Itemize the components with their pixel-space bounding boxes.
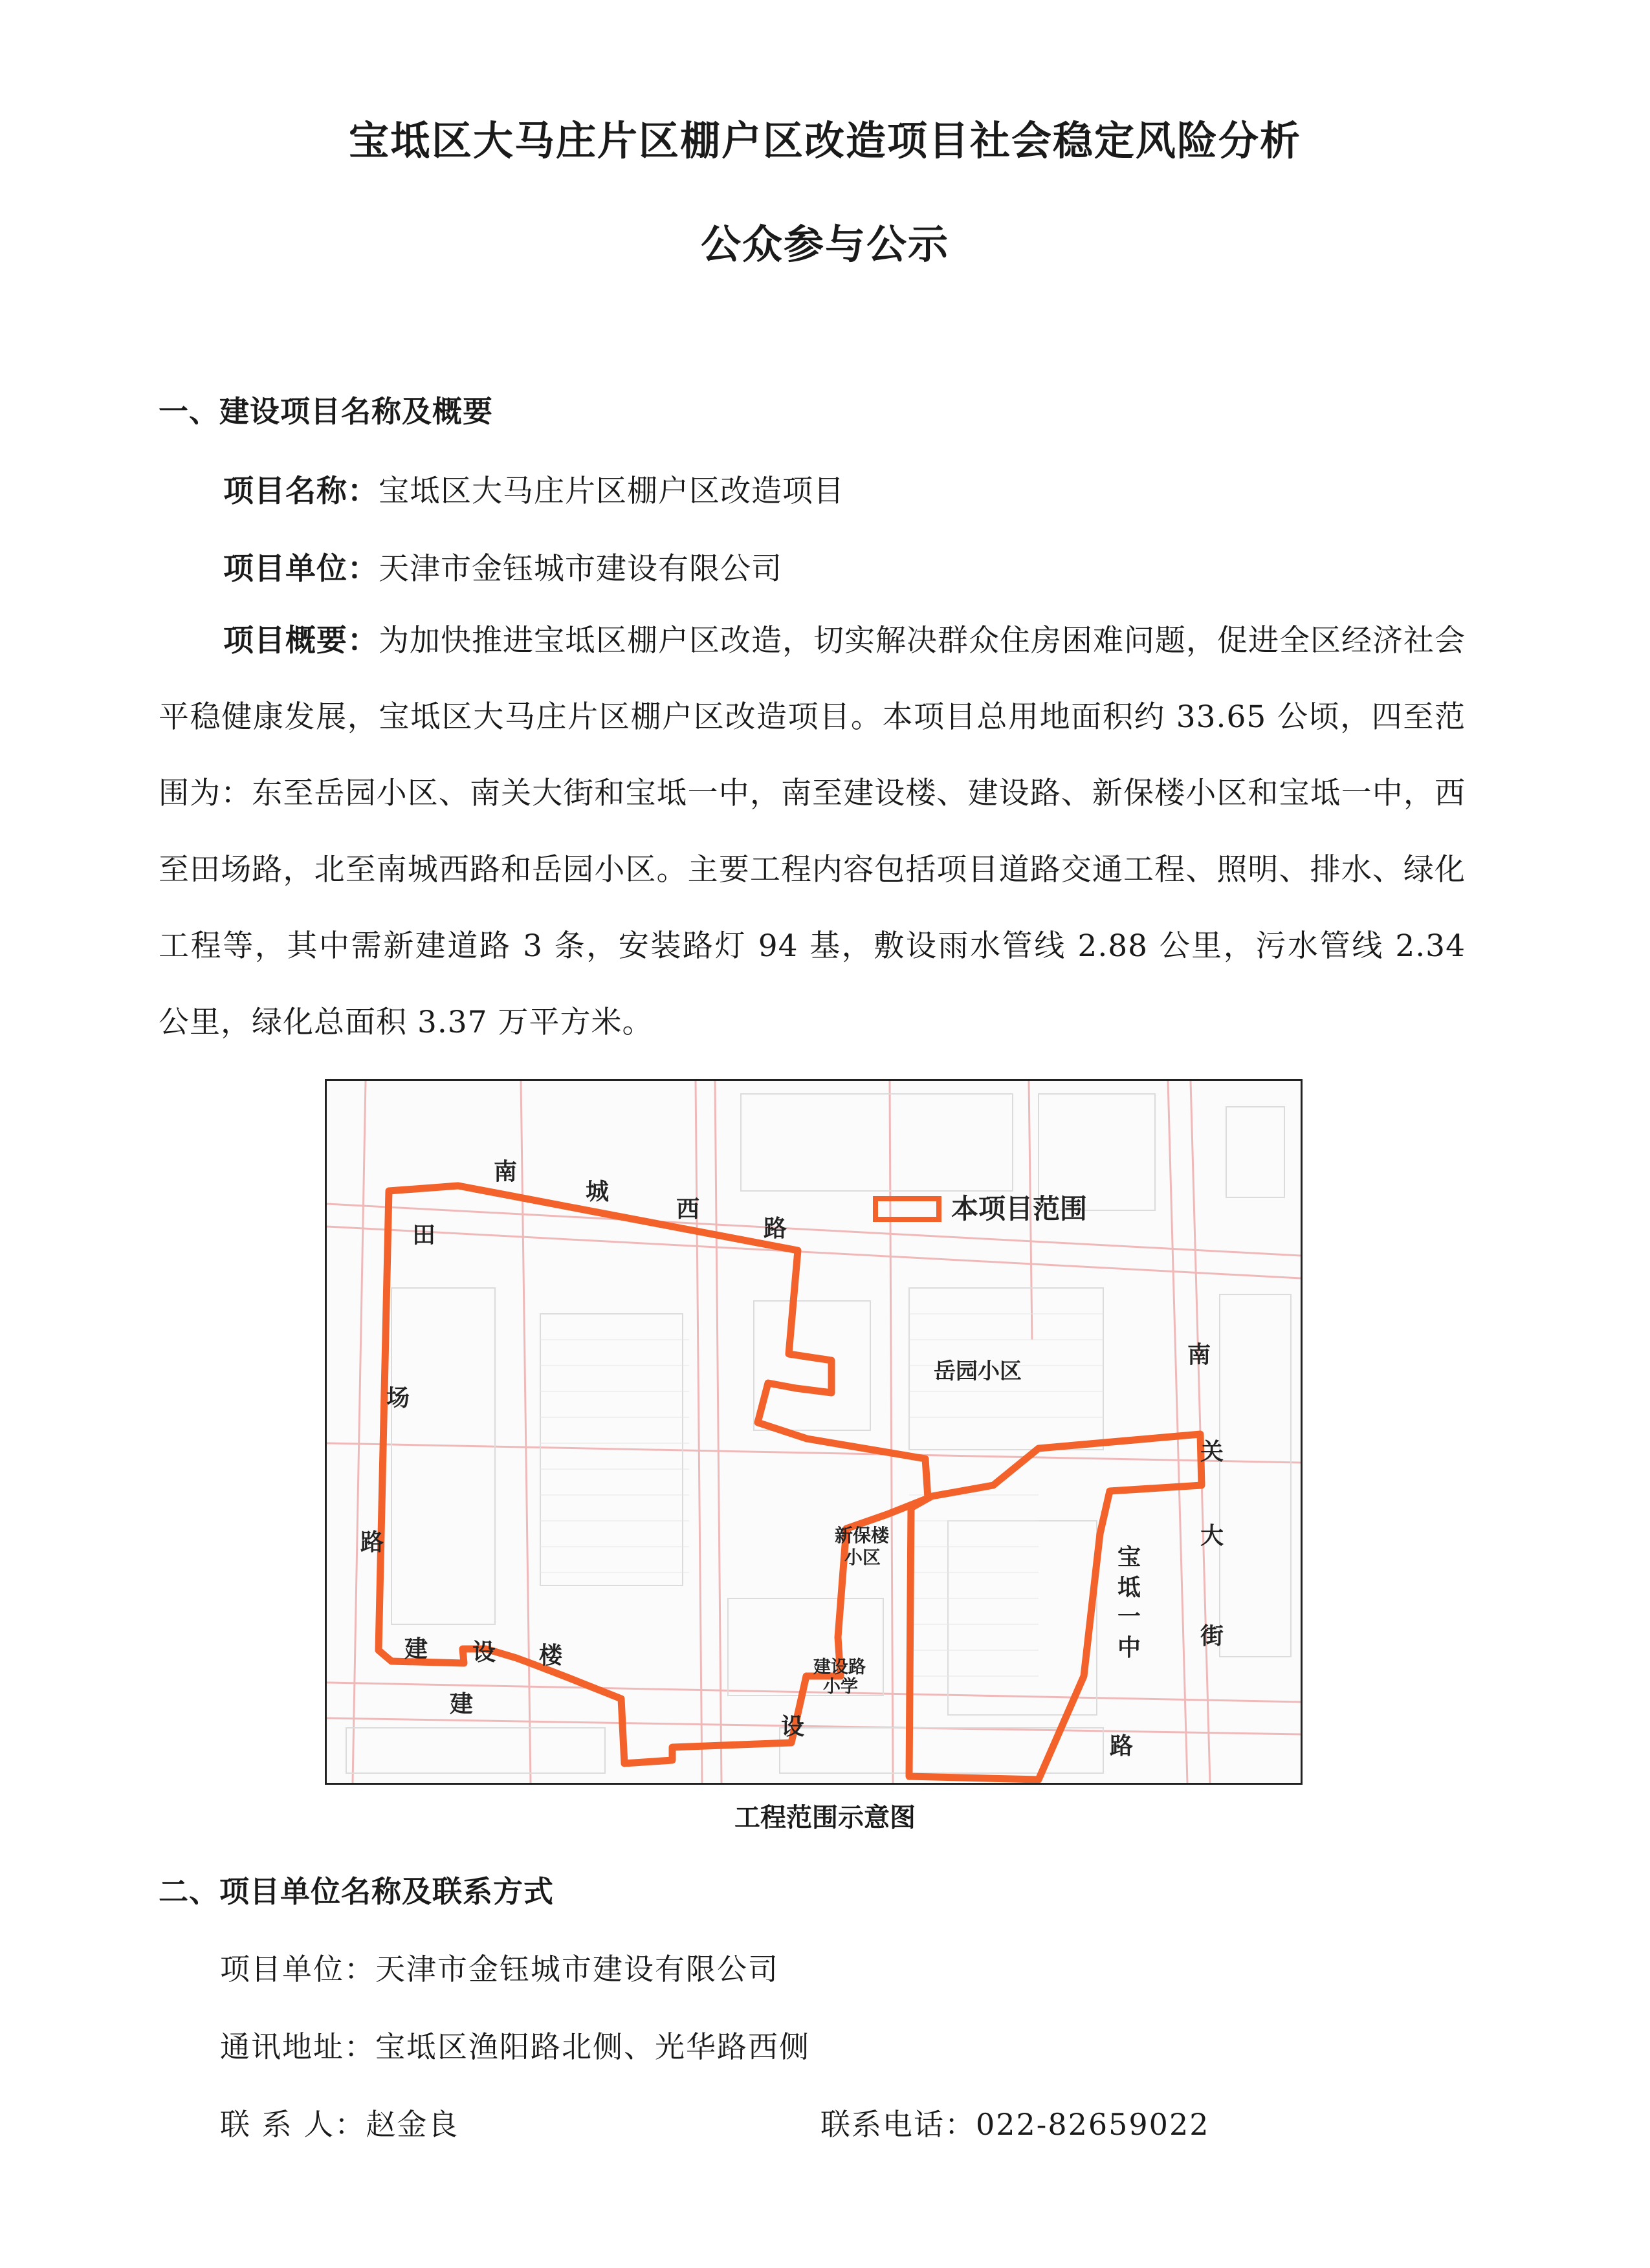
label-xinbaolou-2: 小区: [844, 1547, 881, 1568]
contact-unit-value: 天津市金钰城市建设有限公司: [375, 1952, 779, 1987]
section1-heading: 一、建设项目名称及概要: [159, 394, 493, 429]
label-yueyuan: 岳园小区: [934, 1358, 1022, 1384]
contact-person-label: 联 系 人：: [220, 2107, 366, 2142]
project-scope-map: [325, 1079, 1303, 1785]
label-nanguan-1: 南: [1187, 1342, 1211, 1368]
label-jianshelu-2: 设: [781, 1714, 805, 1740]
label-baodi-1: 宝: [1117, 1544, 1141, 1571]
label-tianchang-3: 路: [360, 1529, 384, 1556]
label-nancheng-1: 南: [494, 1159, 518, 1185]
label-nanguan-3: 大: [1200, 1523, 1224, 1549]
label-jianshelou-2: 设: [472, 1639, 496, 1666]
document-title: 宝坻区大马庄片区棚户区改造项目社会稳定风险分析: [348, 117, 1301, 164]
label-nancheng-2: 城: [586, 1179, 610, 1205]
label-baodi-3: 一: [1117, 1604, 1141, 1630]
contact-phone-label: 联系电话：: [820, 2107, 976, 2142]
label-jianshelu-3: 路: [1110, 1733, 1134, 1760]
contact-address-value: 宝坻区渔阳路北侧、光华路西侧: [375, 2029, 810, 2064]
label-school-2: 小学: [823, 1677, 858, 1697]
project-overview: [159, 603, 1466, 1061]
label-tianchang-1: 田: [412, 1222, 436, 1248]
label-baodi-2: 坻: [1117, 1575, 1141, 1601]
project-name-row: [223, 467, 844, 510]
document-subtitle: 公众参与公示: [700, 221, 949, 268]
label-nancheng-4: 路: [764, 1216, 787, 1242]
contact-unit-row: [220, 1946, 779, 1989]
label-tianchang-2: 场: [386, 1385, 410, 1412]
map-legend: [875, 1193, 1087, 1225]
project-unit-value: 天津市金钰城市建设有限公司: [379, 551, 782, 587]
contact-person-value: 赵金良: [366, 2107, 459, 2142]
contact-phone-value: 022-82659022: [976, 2107, 1210, 2142]
contact-phone-row: [820, 2101, 1209, 2144]
label-nanguan-2: 关: [1200, 1439, 1224, 1465]
label-school-1: 建设路: [813, 1657, 866, 1677]
map-caption: 工程范围示意图: [734, 1803, 916, 1833]
label-jianshelou-1: 建: [404, 1636, 428, 1663]
contact-address-row: [220, 2023, 810, 2066]
contact-unit-label: 项目单位：: [220, 1952, 375, 1987]
contact-person-row: [220, 2101, 459, 2144]
label-xinbaolou-1: 新保楼: [835, 1525, 890, 1546]
contact-address-label: 通讯地址：: [220, 2029, 375, 2064]
project-name-value: 宝坻区大马庄片区棚户区改造项目: [379, 474, 844, 509]
legend-label: 本项目范围: [951, 1193, 1088, 1225]
overview-text: 为加快推进宝坻区棚户区改造，切实解决群众住房困难问题，促进全区经济社会平稳健康发展，宝坻区大马庄片区棚户区改造项目。本项目总用地面积约 33.65 公顷，四至范围为：东至岳园小区、南关大街和宝坻一中，南至建设楼、建设路、新保楼小区和宝坻一中，西至田场路，北至南城西路和岳园小区。主要工程内容包括项目道路交通工程、照明、排水、绿化工程等，其中需新建道路 3 条，安装路灯 94 基，敷设雨水管线 2.88 公里，污水管线 2.34 公里，绿化总面积 3.37 万平方米。: [159, 623, 1466, 1040]
map-drawing: [327, 1081, 1301, 1783]
section2-heading: 二、项目单位名称及联系方式: [159, 1874, 554, 1909]
project-unit-row: [223, 545, 782, 588]
label-nanguan-4: 街: [1200, 1623, 1224, 1650]
label-jianshelou-3: 楼: [539, 1642, 563, 1669]
label-nancheng-3: 西: [676, 1196, 700, 1223]
legend-swatch: [875, 1199, 939, 1219]
label-baodi-4: 中: [1117, 1635, 1141, 1661]
label-jianshelu-1: 建: [450, 1691, 474, 1717]
overview-label: 项目概要：: [223, 623, 379, 659]
project-name-label: 项目名称：: [223, 474, 379, 509]
project-unit-label: 项目单位：: [223, 551, 379, 587]
